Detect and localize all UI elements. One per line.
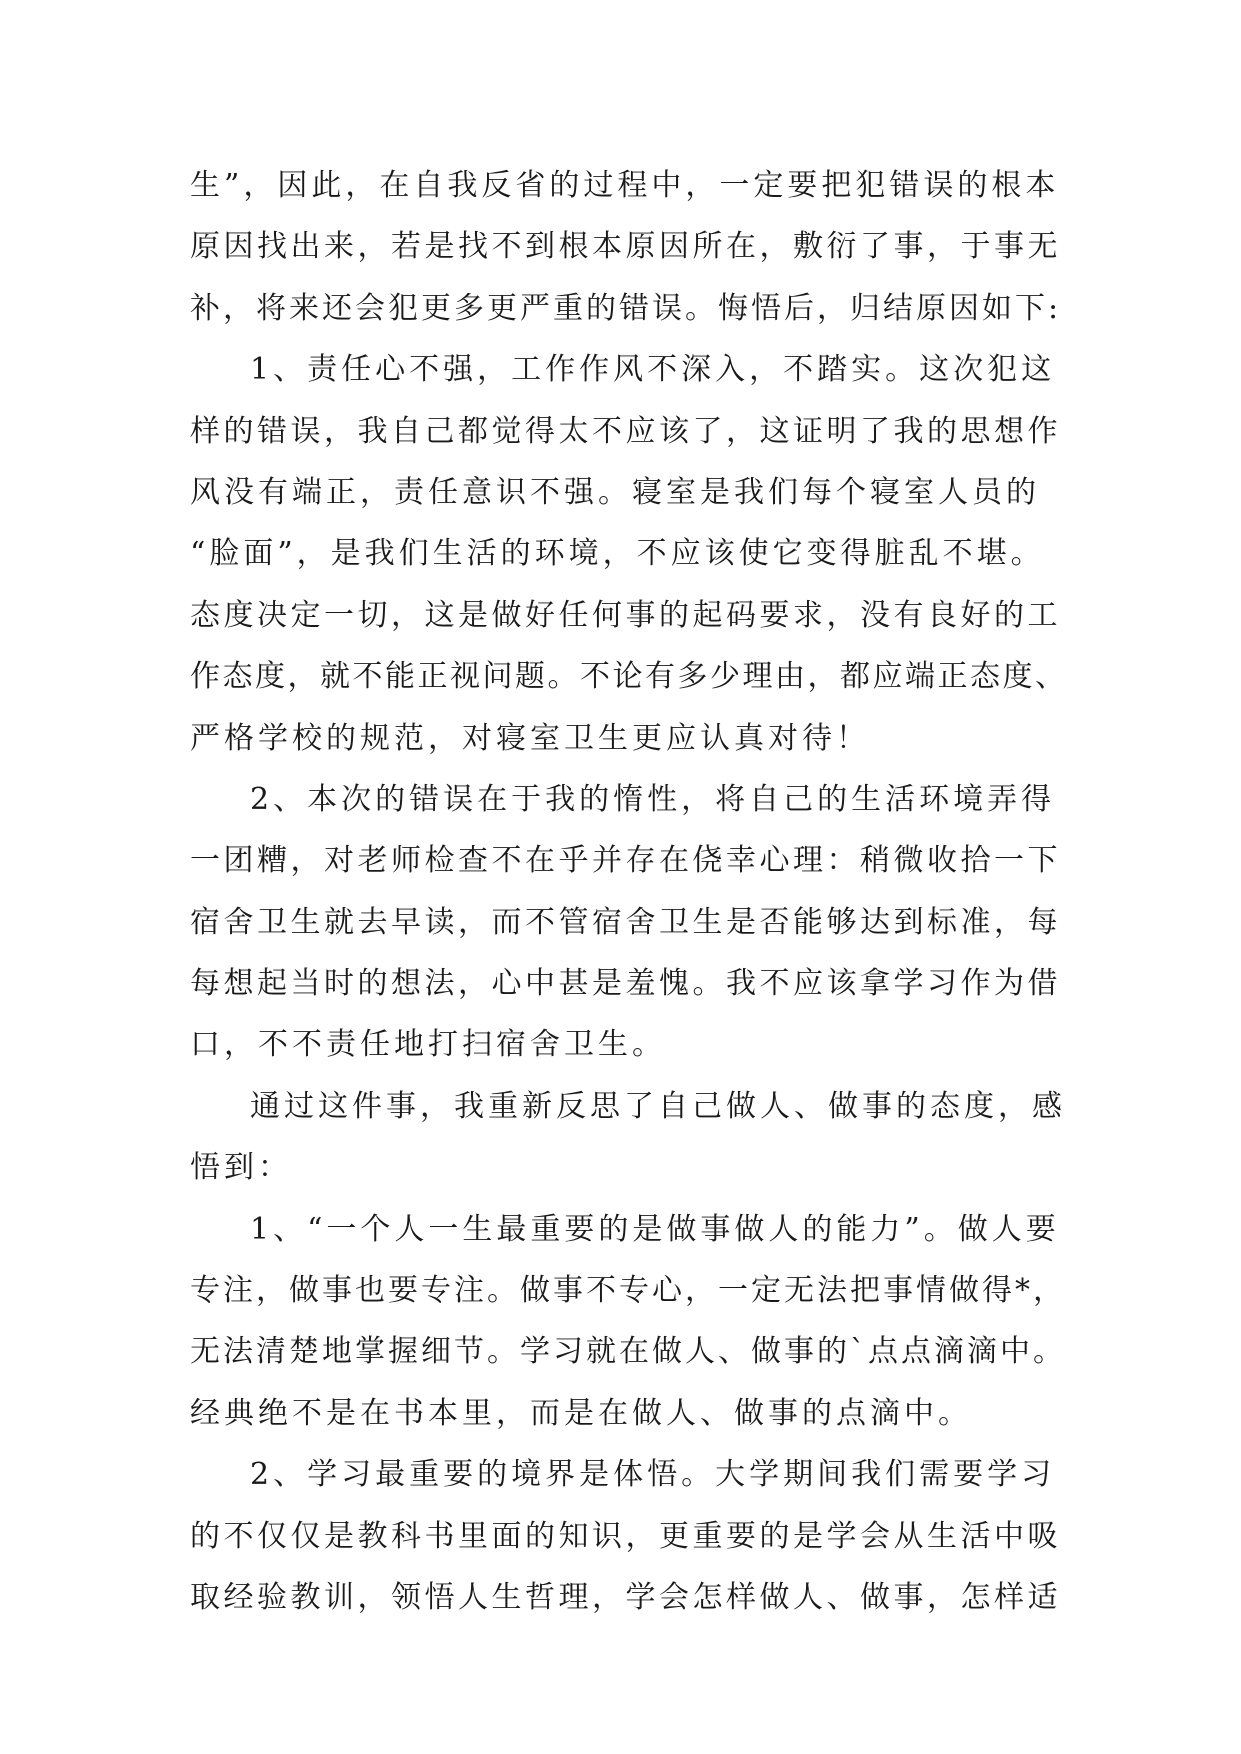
text-line: 经典绝不是在书本里，而是在做人、做事的点滴中。 — [190, 1395, 972, 1431]
text-line: 悟到： — [190, 1150, 292, 1186]
text-line: 1、“一个人一生最重要的是做事做人的能力”。做人要 — [250, 1211, 1060, 1247]
text-line: 严格学校的规范，对寝室卫生更应认真对待！ — [190, 720, 870, 756]
text-line: 通过这件事，我重新反思了自己做人、做事的态度，感 — [250, 1088, 1066, 1124]
text-line: “脸面”，是我们生活的环境，不应该使它变得脏乱不堪。 — [190, 536, 1045, 572]
text-line: 取经验教训，领悟人生哲理，学会怎样做人、做事，怎样适 — [190, 1579, 1061, 1615]
text-line: 样的错误，我自己都觉得太不应该了，这证明了我的思想作 — [190, 413, 1061, 449]
text-line: 作态度，就不能正视问题。不论有多少理由，都应端正态度、 — [190, 659, 1068, 695]
text-line: 无法清楚地掌握细节。学习就在做人、做事的`点点滴滴中。 — [190, 1334, 1066, 1370]
text-line: 补，将来还会犯更多更严重的错误。悔悟后，归结原因如下: — [190, 290, 1062, 326]
text-line: 原因找出来，若是找不到根本原因所在，敷衍了事，于事无 — [190, 229, 1061, 265]
document-body — [190, 155, 1070, 1628]
text-line: 宿舍卫生就去早读，而不管宿舍卫生是否能够达到标准，每 — [190, 904, 1061, 940]
text-line: 风没有端正，责任意识不强。寝室是我们每个寝室人员的 — [190, 474, 1040, 510]
text-line: 1、责任心不强，工作作风不深入，不踏实。这次犯这 — [250, 352, 1056, 388]
text-line: 态度决定一切，这是做好任何事的起码要求，没有良好的工 — [190, 597, 1061, 633]
text-line: 2、本次的错误在于我的惰性，将自己的生活环境弄得 — [250, 781, 1056, 817]
text-line: 2、学习最重要的境界是体悟。大学期间我们需要学习 — [250, 1457, 1056, 1493]
text-line: 专注，做事也要专注。做事不专心，一定无法把事情做得*， — [190, 1273, 1066, 1309]
text-line: 每想起当时的想法，心中甚是羞愧。我不应该拿学习作为借 — [190, 966, 1061, 1002]
text-line: 口，不不责任地打扫宿舍卫生。 — [190, 1027, 666, 1063]
text-line: 的不仅仅是教科书里面的知识，更重要的是学会从生活中吸 — [190, 1518, 1061, 1554]
text-line: 生”，因此，在自我反省的过程中，一定要把犯错误的根本 — [190, 168, 1060, 203]
text-line: 一团糟，对老师检查不在乎并存在侥幸心理：稍微收拾一下 — [190, 843, 1061, 879]
